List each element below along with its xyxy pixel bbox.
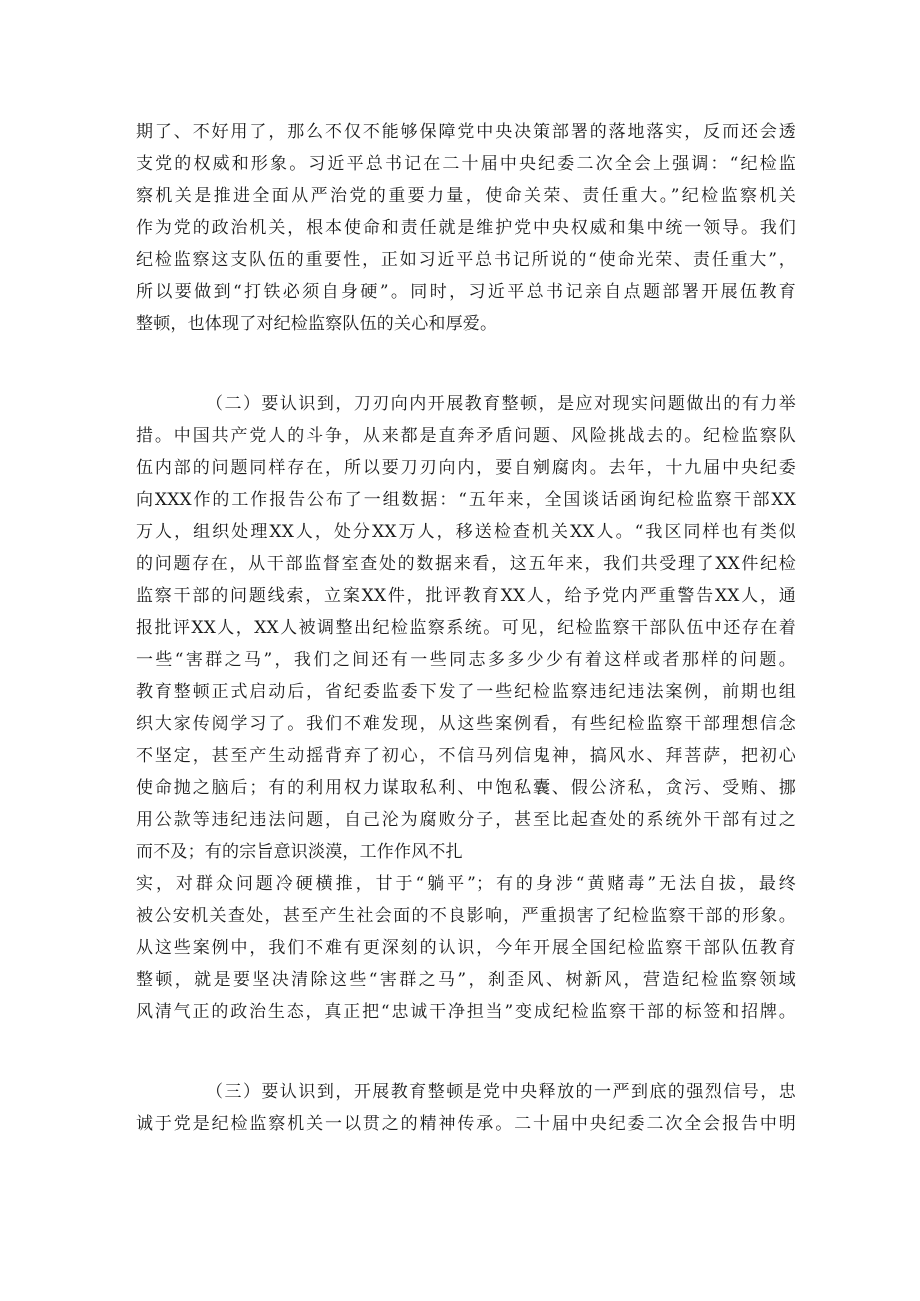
paragraph-2-line-11: 织大家传阅学习了。我们不难发现，从这些案例看，有些纪检监察干部理想信念 [136,714,796,734]
paragraph-1-line-1: 期了、不好用了，那么不仅不能够保障党中央决策部署的落地落实，反而还会透 [136,122,796,142]
paragraph-2-line-4: 向XXX作的工作报告公布了一组数据：“五年来，全国谈话函询纪检监察干部XX [136,490,796,510]
paragraph-2-line-18: 从这些案例中，我们不难有更深刻的认识，今年开展全国纪检监察干部队伍教育 [136,938,796,958]
paragraph-2-line-12: 不坚定，甚至产生动摇背弃了初心，不信马列信鬼神，搞风水、拜菩萨，把初心 [136,746,796,766]
paragraph-2-line-3: 伍内部的问题同样存在，所以要刀刃向内，要自剜腐肉。去年，十九届中央纪委 [136,458,796,478]
paragraph-2-line-6: 的问题存在，从干部监督室查处的数据来看，这五年来，我们共受理了XX件纪检 [136,554,796,574]
paragraph-2-line-5: 万人，组织处理XX人，处分XX万人，移送检查机关XX人。“我区同样也有类似 [136,522,796,542]
paragraph-1-line-5: 纪检监察这支队伍的重要性，正如习近平总书记所说的“使命光荣、责任重大”， [136,250,796,270]
paragraph-2-line-7: 监察干部的问题线索，立案XX件，批评教育XX人，给予党内严重警告XX人，通 [136,586,796,606]
paragraph-2-line-2: 措。中国共产党人的斗争，从来都是直奔矛盾问题、风险挑战去的。纪检监察队 [136,426,796,446]
paragraph-2-line-20: 风清气正的政治生态，真正把“忠诚干净担当”变成纪检监察干部的标签和招牌。 [136,1002,796,1022]
paragraph-2-line-13: 使命抛之脑后；有的利用权力谋取私利、中饱私囊、假公济私，贪污、受贿、挪 [136,778,796,798]
paragraph-2-line-16: 实，对群众问题冷硬横推，甘于“躺平”；有的身涉“黄赌毒”无法自拔，最终 [136,874,796,894]
paragraph-1-line-4: 作为党的政治机关，根本使命和责任就是维护党中央权威和集中统一领导。我们 [136,218,796,238]
paragraph-2-line-15: 而不及；有的宗旨意识淡漠，工作作风不扎 [136,842,463,862]
paragraph-2-line-10: 教育整顿正式启动后，省纪委监委下发了一些纪检监察违纪违法案例，前期也组 [136,682,796,702]
paragraph-2-line-9: 一些“害群之马”，我们之间还有一些同志多多少少有着这样或者那样的问题。 [136,650,796,670]
paragraph-1-line-6: 所以要做到“打铁必须自身硬”。同时，习近平总书记亲自点题部署开展伍教育 [136,282,796,302]
paragraph-2-line-1: （二）要认识到，刀刃向内开展教育整顿，是应对现实问题做出的有力举 [206,394,796,414]
paragraph-2-line-17: 被公安机关查处，甚至产生社会面的不良影响，严重损害了纪检监察干部的形象。 [136,906,796,926]
paragraph-2-line-19: 整顿，就是要坚决清除这些“害群之马”，刹歪风、树新风，营造纪检监察领域 [136,970,796,990]
paragraph-3-line-2: 诚于党是纪检监察机关一以贯之的精神传承。二十届中央纪委二次全会报告中明 [136,1114,796,1134]
paragraph-3-line-1: （三）要认识到，开展教育整顿是党中央释放的一严到底的强烈信号，忠 [206,1082,796,1102]
paragraph-1-line-2: 支党的权威和形象。习近平总书记在二十届中央纪委二次全会上强调：“纪检监 [136,154,796,174]
paragraph-2-line-14: 用公款等违纪违法问题，自己沦为腐败分子，甚至比起查处的系统外干部有过之 [136,810,796,830]
paragraph-2-line-8: 报批评XX人，XX人被调整出纪检监察系统。可见，纪检监察干部队伍中还存在着 [136,618,796,638]
paragraph-1-line-3: 察机关是推进全面从严治党的重要力量，使命关荣、责任重大。”纪检监察机关 [136,186,796,206]
paragraph-1-line-7: 整顿，也体现了对纪检监察队伍的关心和厚爱。 [136,314,498,334]
